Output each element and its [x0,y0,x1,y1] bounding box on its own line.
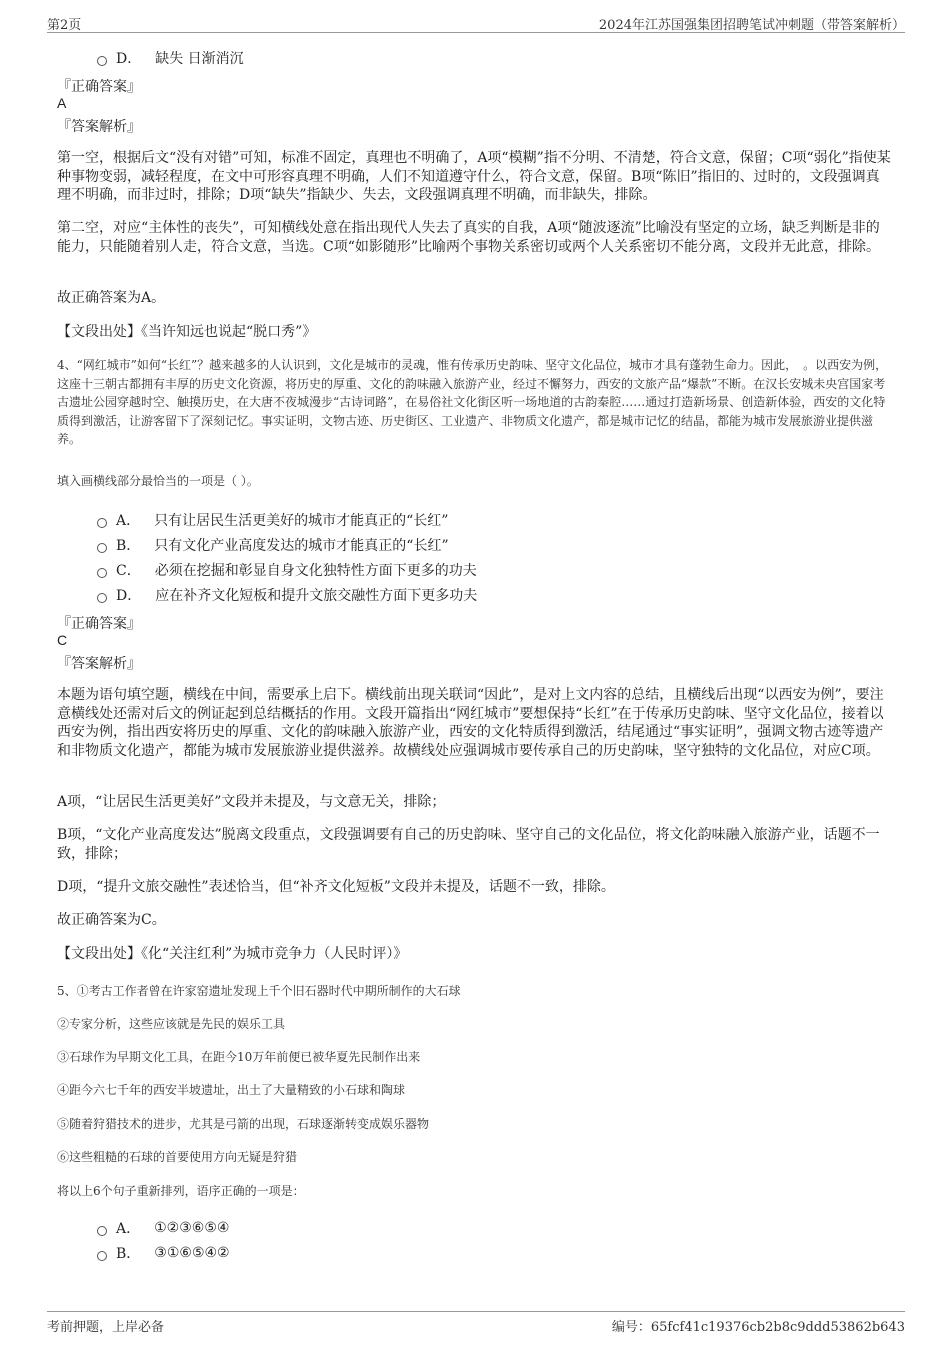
q3-analysis-para2: 第二空，对应“主体性的丧失”，可知横线处意在指出现代人失去了真实的自我，A项“随波逐流”比喻没有坚定的立场，缺乏判断是非的能力，只能随着别人走，符合文意，当选。C项“如影随形”比喻两个事物关系密切或两个人关系密切不能分离，文段并无此意，排除。 [57,220,881,255]
q4-option-c[interactable]: C． 必须在挖掘和彰显自身文化独特性方面下更多的功夫 [97,560,477,580]
q3-answer-label: 『正确答案』 [57,79,141,95]
q4-analysis-para1: 本题为语句填空题，横线在中间，需要承上启下。横线前出现关联词“因此”，是对上文内容的总结，且横线后出现“以西安为例”，要注意横线处还需对后文的例证起到总结概括的作用。文段开篇指出“网红城市”要想保持“长红”在于传承历史韵味、坚守文化品位，接着以西安为例，指出西安将历史的厚重、文化的韵味融入旅游产业，西安的文化特质得到激活，结尾通过“事实证明”，强调文物古迹等遗产和非物质文化遗产，都能为城市发展旅游业提供滋养。故横线处应强调城市要传承自己的历史韵味，坚守独特的文化品位，对应C项。 [57,687,884,759]
q5-prompt: 将以上6个句子重新排列，语序正确的一项是： [57,1184,305,1198]
q5-sentence-1: 5、①考古工作者曾在许家窑遗址发现上千个旧石器时代中期所制作的大石球 [57,984,461,998]
q5-option-b[interactable]: B． ③①⑥⑤④② [97,1243,230,1263]
q5-sentence-3: ③石球作为早期文化工具，在距今10万年前便已被华夏先民制作出来 [57,1050,421,1064]
q4-analysis-option-d: D项，“提升文旅交融性”表述恰当，但“补齐文化短板”文段并未提及，话题不一致，排除。 [57,879,615,895]
q5-sentence-2: ②专家分析，这些应该就是先民的娱乐工具 [57,1017,286,1031]
document-title: 2024年江苏国强集团招聘笔试冲刺题（带答案解析） [598,18,905,33]
footer-slogan: 考前押题，上岸必备 [47,1320,165,1335]
q3-option-d[interactable]: D． 缺失 日渐消沉 [97,48,244,68]
q4-option-d[interactable]: D． 应在补齐文化短板和提升文旅交融性方面下更多功夫 [97,585,477,605]
q4-source: 【文段出处】《化“关注红利”为城市竞争力（人民时评）》 [57,946,408,962]
q4-analysis-option-b: B项，“文化产业高度发达”脱离文段重点，文段强调要有自己的历史韵味、坚守自己的文化品位，将文化韵味融入旅游产业，话题不一致，排除； [57,827,880,862]
q4-stem: 4、“网红城市”如何“长红”？越来越多的人认识到，文化是城市的灵魂，惟有传承历史韵味、坚守文化品位，城市才具有蓬勃生命力。因此， 。以西安为例，这座十三朝古都拥有丰厚的历史文化资源，将历史的厚重、文化的韵味融入旅游产业，经过不懈努力，西安的文旅产品“爆款”不断。在汉长安城未央宫国家考古遗址公园穿越时空、触摸历史，在大唐不夜城漫步“古诗词路”，在易俗社文化街区听一场地道的古韵秦腔……通过打造新场景、创造新体验，西安的文化特质得到激活，让游客留下了深刻记忆。事实证明，文物古迹、历史街区、工业遗产、非物质文化遗产，都是城市记忆的结晶，都能为城市发展旅游业提供滋养。 [57,358,888,446]
radio-icon[interactable] [97,1226,107,1236]
q4-option-b[interactable]: B． 只有文化产业高度发达的城市才能真正的“长红” [97,535,449,555]
radio-icon[interactable] [97,1251,107,1261]
page-header [47,12,905,33]
page-footer [47,1311,905,1334]
radio-icon[interactable] [97,543,107,553]
q3-answer: A [57,95,67,111]
q5-sentence-4: ④距今六七千年的西安半坡遗址，出土了大量精致的小石球和陶球 [57,1083,406,1097]
radio-icon[interactable] [97,518,107,528]
radio-icon[interactable] [97,593,107,603]
q3-analysis-label: 『答案解析』 [57,119,141,135]
q5-sentence-5: ⑤随着狩猎技术的进步，尤其是弓箭的出现，石球逐渐转变成娱乐器物 [57,1117,430,1131]
q4-answer-label: 『正确答案』 [57,616,141,632]
q5-sentence-6: ⑥这些粗糙的石球的首要使用方向无疑是狩猎 [57,1150,298,1164]
radio-icon[interactable] [97,56,107,66]
document-code: 编号：65fcf41c19376cb2b8c9ddd53862b643 [611,1320,905,1335]
q4-option-a[interactable]: A． 只有让居民生活更美好的城市才能真正的“长红” [97,510,448,530]
q4-analysis-option-a: A项，“让居民生活更美好”文段并未提及，与文意无关，排除； [57,794,446,810]
q5-option-a[interactable]: A． ①②③⑥⑤④ [97,1218,229,1238]
q3-source: 【文段出处】《当许知远也说起“脱口秀”》 [57,324,317,340]
page-number: 第2页 [47,18,82,33]
q4-analysis-label: 『答案解析』 [57,656,141,672]
q4-conclusion: 故正确答案为C。 [57,912,166,928]
q3-analysis-para1: 第一空，根据后文“没有对错”可知，标准不固定，真理也不明确了，A项“模糊”指不分明、不清楚，符合文意，保留；C项“弱化”指使某种事物变弱，减轻程度，在文中可形容真理不明确，人们不知道遵守什么，符合文意，保留。B项“陈旧”指旧的、过时的，文段强调真理不明确，而非过时，排除；D项“缺失”指缺少、失去，文段强调真理不明确，而非缺失，排除。 [57,150,891,203]
q3-conclusion: 故正确答案为A。 [57,290,166,306]
q4-answer: C [57,632,68,648]
radio-icon[interactable] [97,568,107,578]
q4-prompt: 填入画横线部分最恰当的一项是（ ）。 [57,474,259,488]
